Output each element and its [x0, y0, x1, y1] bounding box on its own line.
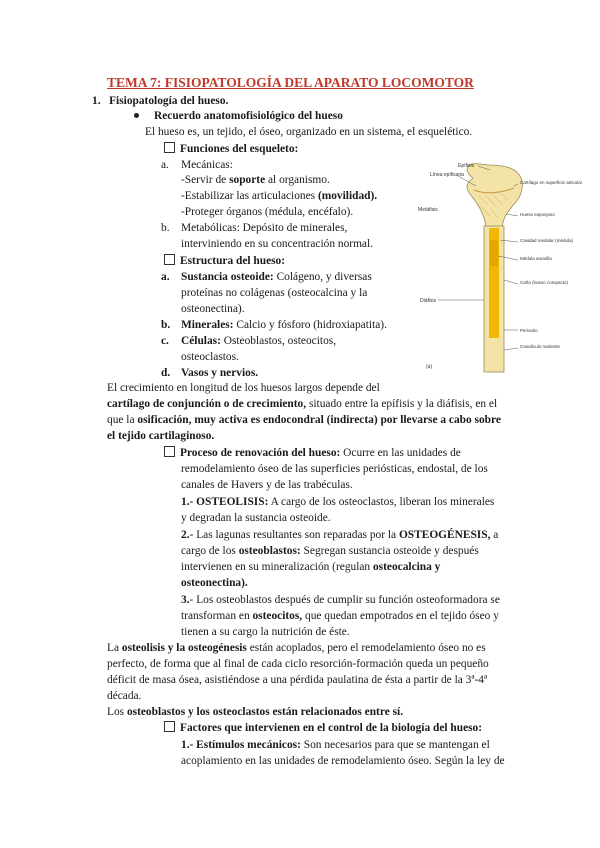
- paragraph-line: que la osificación, muy activa es endocondral (indirecta) por llevarse a cabo sobre: [107, 414, 501, 426]
- fig-label: Cavidad medular (médula): [520, 238, 574, 243]
- list-item: Células: Osteoblastos, osteocitos,: [181, 335, 337, 347]
- fig-label: Médula amarilla: [520, 256, 552, 261]
- page-title: TEMA 7: FISIOPATOLOGÍA DEL APARATO LOCOMOTOR: [107, 75, 474, 90]
- intro-text: El hueso es, un tejido, el óseo, organizado en un sistema, el esquelético.: [145, 126, 473, 138]
- paragraph-line: década.: [107, 690, 142, 702]
- list-item: Minerales: Calcio y fósforo (hidroxiapatita).: [181, 319, 387, 331]
- list-item: proteínas no colágenas (osteocalcina y la: [181, 287, 368, 299]
- paragraph-line: acoplamiento en las unidades de remodelamiento óseo. Según la ley de: [181, 755, 505, 767]
- paragraph-line: y degradan la sustancia osteoide.: [181, 512, 331, 524]
- paragraph-line: tienen a su cargo la nutrición de éste.: [181, 626, 350, 638]
- paragraph-line: déficit de masa ósea, asistiéndose a una pérdida paulatina de ésta a partir de la 3ª-4ª: [107, 674, 488, 686]
- list-item: Mecánicas:: [181, 159, 233, 171]
- checkbox-icon: [164, 721, 175, 732]
- fig-label: (a): [426, 364, 433, 370]
- list-marker: a.: [161, 159, 169, 171]
- fig-label: Cartílago en superficie articular: [520, 180, 583, 185]
- list-marker: b.: [161, 319, 171, 331]
- list-marker: d.: [161, 367, 171, 379]
- fig-label: Metáfisis: [418, 207, 438, 213]
- section-heading: 1. Fisiopatología del hueso.: [92, 95, 229, 107]
- numbered-item: 1.- Estímulos mecánicos: Son necesarios para que se mantengan el: [181, 739, 490, 751]
- list-marker: c.: [161, 335, 169, 347]
- bullet-icon: [134, 113, 139, 118]
- paragraph-line: Los osteoblastos y los osteoclastos están relacionados entre sí.: [107, 706, 404, 718]
- list-item: Sustancia osteoide: Colágeno, y diversas: [181, 271, 372, 283]
- paragraph-line: intervienen en su mineralización (regulan osteocalcina y: [181, 561, 441, 573]
- paragraph-line: El crecimiento en longitud de los huesos largos depende del: [107, 382, 380, 394]
- fig-label: Diáfisis: [420, 298, 437, 304]
- fig-label: Canalículo nutriente: [520, 344, 561, 349]
- subheading-recuerdo: Recuerdo anatomofisiológico del hueso: [154, 110, 343, 122]
- list-item: osteoclastos.: [181, 351, 239, 363]
- numbered-item: 3.- Los osteoblastos después de cumplir su función osteoformadora se: [181, 594, 500, 606]
- bone-diagram: [418, 160, 583, 375]
- list-item: Vasos y nervios.: [181, 367, 259, 379]
- checkbox-icon: [164, 446, 175, 457]
- checkbox-icon: [164, 254, 175, 265]
- paragraph-line: cargo de los osteoblastos: Segregan sustancia osteoide y después: [181, 545, 479, 557]
- fig-label: Periostio: [520, 328, 538, 333]
- checkbox-funciones: Funciones del esqueleto:: [164, 142, 298, 156]
- list-item: -Estabilizar las articulaciones (movilidad).: [181, 190, 378, 202]
- paragraph-line: transforman en osteocitos, que quedan empotrados en el tejido óseo y: [181, 610, 499, 622]
- numbered-item: 1.- OSTEOLISIS: A cargo de los osteoclastos, liberan los minerales: [181, 496, 495, 508]
- fig-label: Hueso esponjoso: [520, 212, 555, 217]
- paragraph-line: canales de Havers y de las trabéculas.: [181, 479, 353, 491]
- paragraph-line: cartílago de conjunción o de crecimiento, situado entre la epífisis y la diáfisis, en el: [107, 398, 498, 410]
- fig-label: Caña (hueso compacto): [520, 280, 569, 285]
- yellow-marrow: [490, 240, 498, 266]
- paragraph-line: La osteolisis y la osteogénesis están acoplados, pero el remodelamiento óseo no es: [107, 642, 486, 654]
- list-item: osteonectina).: [181, 303, 245, 315]
- paragraph-line: osteonectina).: [181, 577, 248, 589]
- checkbox-icon: [164, 142, 175, 153]
- list-item: Metabólicas: Depósito de minerales,: [181, 222, 348, 234]
- paragraph-line: el tejido cartilaginoso.: [107, 430, 215, 442]
- numbered-item: 2.- Las lagunas resultantes son reparadas por la OSTEOGÉNESIS, a: [181, 529, 499, 541]
- fig-label: Línea epifisaria: [430, 172, 464, 178]
- paragraph-line: perfecto, de forma que al final de cada ciclo resorción-formación queda un pequeño: [107, 658, 489, 670]
- checkbox-estructura: Estructura del hueso:: [164, 254, 285, 268]
- list-marker: a.: [161, 271, 170, 283]
- list-item: interviniendo en su concentración normal.: [181, 238, 373, 250]
- checkbox-factores: Factores que intervienen en el control de la biología del hueso:: [164, 721, 482, 735]
- checkbox-proceso: Proceso de renovación del hueso: Ocurre en las unidades de: [164, 446, 461, 460]
- list-item: -Proteger órganos (médula, encéfalo).: [181, 206, 354, 218]
- list-item: -Servir de soporte al organismo.: [181, 174, 330, 186]
- fig-label: Epífisis: [458, 163, 475, 169]
- paragraph-line: remodelamiento óseo de las superficies periósticas, endostal, de los: [181, 463, 488, 475]
- list-marker: b.: [161, 222, 170, 234]
